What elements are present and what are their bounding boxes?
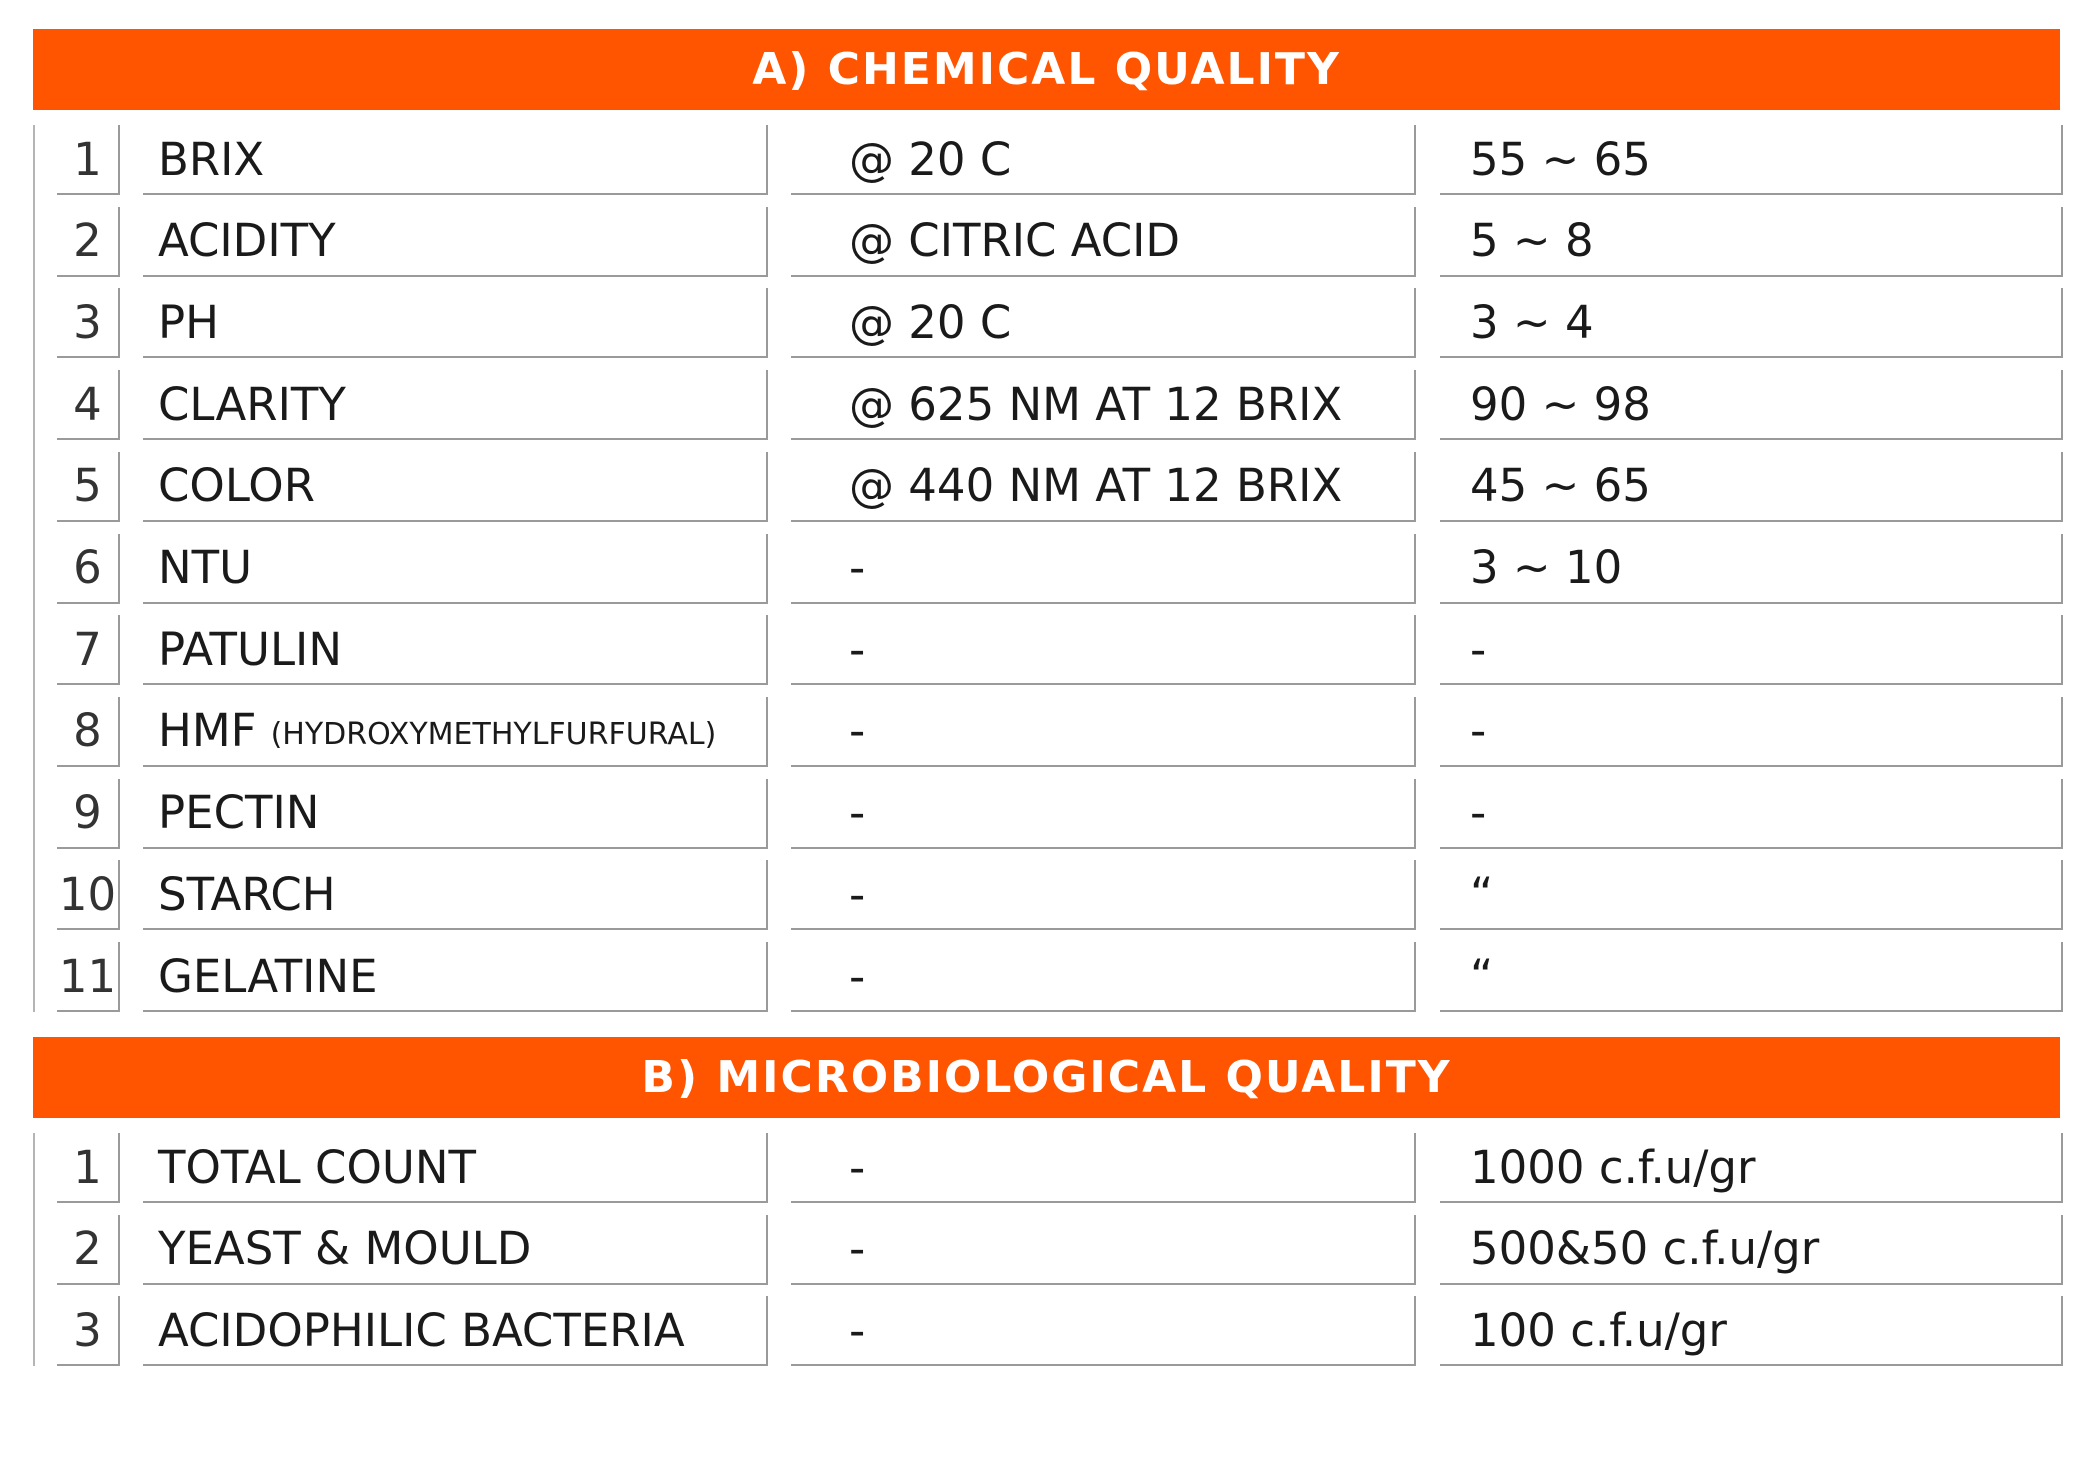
parameter-cell (143, 452, 768, 522)
value-cell: “ (1440, 860, 2063, 930)
value-cell: 1000 c.f.u/gr (1440, 1133, 2063, 1203)
value-cell: - (1440, 779, 2063, 849)
table-row (0, 942, 2093, 1024)
condition-cell: - (791, 615, 1416, 685)
condition-cell: - (791, 1133, 1416, 1203)
row-number: 8 (57, 697, 120, 767)
table-row (0, 1215, 2093, 1297)
value-cell: - (1440, 615, 2063, 685)
value-cell: 3 ~ 4 (1440, 288, 2063, 358)
parameter-cell (143, 779, 768, 849)
condition-cell: @ 440 NM AT 12 BRIX (791, 452, 1416, 522)
parameter-cell (143, 534, 768, 604)
condition-cell: @ CITRIC ACID (791, 207, 1416, 277)
condition-cell: - (791, 860, 1416, 930)
condition-cell: - (791, 779, 1416, 849)
row-number: 2 (57, 207, 120, 277)
parameter-cell (143, 1296, 768, 1366)
condition-cell: - (791, 1215, 1416, 1285)
parameter-name: PH (158, 295, 219, 349)
parameter-name: ACIDOPHILIC BACTERIA (158, 1303, 685, 1357)
value-cell: 3 ~ 10 (1440, 534, 2063, 604)
parameter-name: ACIDITY (158, 214, 336, 268)
parameter-name: TOTAL COUNT (158, 1140, 476, 1194)
value-cell: 90 ~ 98 (1440, 370, 2063, 440)
row-number: 3 (57, 1296, 120, 1366)
parameter-name: COLOR (158, 459, 315, 513)
table-row (0, 615, 2093, 697)
condition-cell: @ 20 C (791, 288, 1416, 358)
parameter-cell (143, 1215, 768, 1285)
table-row (0, 697, 2093, 779)
parameter-name: YEAST & MOULD (158, 1222, 532, 1276)
parameter-name: STARCH (158, 867, 336, 921)
table-row (0, 860, 2093, 942)
parameter-cell (143, 860, 768, 930)
value-cell: 45 ~ 65 (1440, 452, 2063, 522)
value-cell: 5 ~ 8 (1440, 207, 2063, 277)
condition-cell: - (791, 697, 1416, 767)
row-number: 7 (57, 615, 120, 685)
condition-cell: @ 625 NM AT 12 BRIX (791, 370, 1416, 440)
section-header-microbiological: B) MICROBIOLOGICAL QUALITY (33, 1037, 2060, 1118)
row-number: 3 (57, 288, 120, 358)
parameter-name: HMF (158, 704, 257, 758)
section-header-chemical: A) CHEMICAL QUALITY (33, 29, 2060, 110)
condition-cell: @ 20 C (791, 125, 1416, 195)
table-row (0, 452, 2093, 534)
parameter-cell (143, 615, 768, 685)
table-row (0, 1133, 2093, 1215)
condition-cell: - (791, 1296, 1416, 1366)
row-number: 1 (57, 125, 120, 195)
parameter-cell (143, 125, 768, 195)
parameter-subtitle: (HYDROXYMETHYLFURFURAL) (270, 717, 717, 753)
parameter-name: PATULIN (158, 622, 342, 676)
row-number: 1 (57, 1133, 120, 1203)
table-row (0, 207, 2093, 289)
row-number: 11 (57, 942, 120, 1012)
value-cell: 500&50 c.f.u/gr (1440, 1215, 2063, 1285)
parameter-name: BRIX (158, 132, 265, 186)
table-row (0, 288, 2093, 370)
row-number: 2 (57, 1215, 120, 1285)
table-row (0, 370, 2093, 452)
condition-cell: - (791, 534, 1416, 604)
row-number: 6 (57, 534, 120, 604)
condition-cell: - (791, 942, 1416, 1012)
parameter-name: NTU (158, 541, 253, 594)
parameter-name: PECTIN (158, 786, 320, 840)
table-row (0, 1296, 2093, 1378)
parameter-cell (143, 942, 768, 1012)
row-number: 5 (57, 452, 120, 522)
table-row (0, 779, 2093, 861)
parameter-cell (143, 370, 768, 440)
parameter-cell (143, 1133, 768, 1203)
table-row (0, 125, 2093, 207)
parameter-cell (143, 697, 768, 767)
parameter-cell (143, 288, 768, 358)
parameter-cell (143, 207, 768, 277)
parameter-name: GELATINE (158, 949, 378, 1003)
row-number: 9 (57, 779, 120, 849)
value-cell: 55 ~ 65 (1440, 125, 2063, 195)
value-cell: 100 c.f.u/gr (1440, 1296, 2063, 1366)
parameter-name: CLARITY (158, 377, 346, 431)
table-row (0, 534, 2093, 616)
row-number: 10 (57, 860, 120, 930)
row-number: 4 (57, 370, 120, 440)
value-cell: - (1440, 697, 2063, 767)
value-cell: “ (1440, 942, 2063, 1012)
